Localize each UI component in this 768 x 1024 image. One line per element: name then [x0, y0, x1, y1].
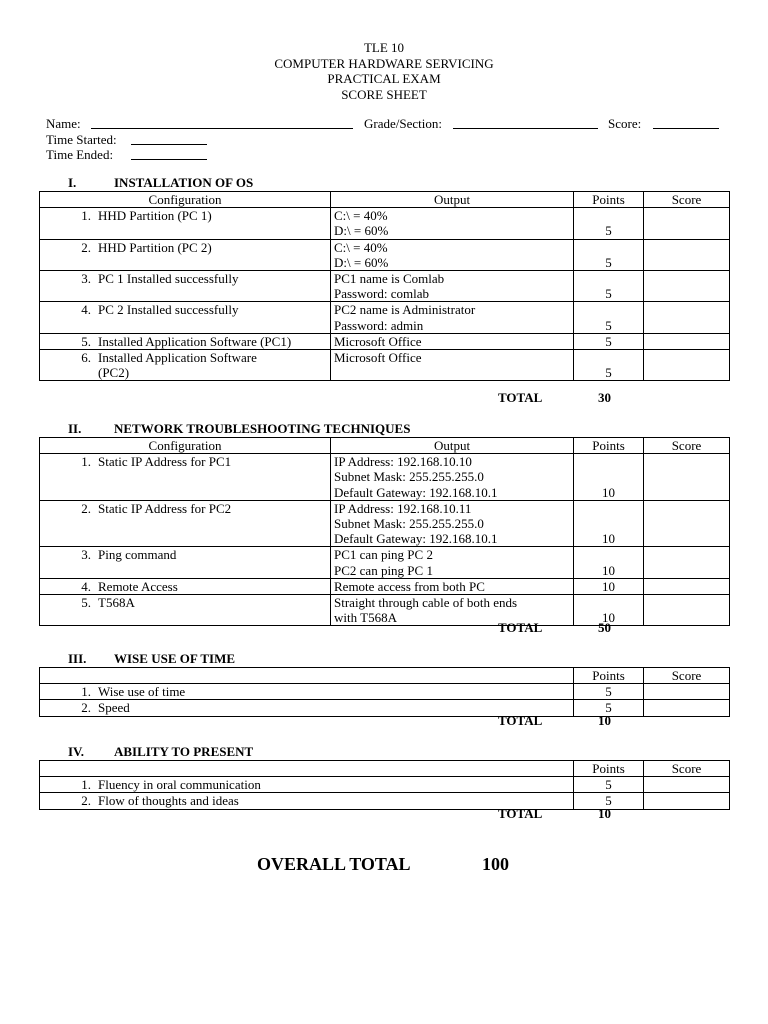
- item-text: PC 2 Installed successfully: [98, 302, 239, 318]
- table-row: [40, 500, 730, 547]
- table-row: [40, 578, 730, 594]
- output-cell: [331, 350, 574, 381]
- column-header: Points: [574, 761, 644, 777]
- configuration-cell: [40, 595, 331, 626]
- section-1-table: [39, 191, 730, 381]
- item-text: Static IP Address for PC1: [98, 454, 232, 470]
- column-header: Score: [644, 761, 730, 777]
- header-line-1: TLE 10: [363, 40, 405, 55]
- output-cell: [331, 333, 574, 349]
- output-text: Default Gateway: 192.168.10.1: [334, 484, 498, 500]
- score-field[interactable]: [653, 116, 719, 129]
- configuration-cell: [40, 239, 331, 270]
- time-ended-label: Time Ended:: [46, 147, 114, 162]
- item-text: (PC2): [98, 365, 130, 381]
- header-line-3: PRACTICAL EXAM: [327, 71, 441, 86]
- section-1-total: TOTAL 30: [498, 390, 611, 405]
- column-header: Output: [331, 192, 574, 208]
- table-row: [40, 333, 730, 349]
- output-cell: [331, 239, 574, 270]
- item-text: Installed Application Software (PC1): [98, 333, 292, 349]
- section-4-total: TOTAL 10: [498, 806, 611, 821]
- column-header: Configuration: [40, 192, 331, 208]
- item-text: Wise use of time: [98, 684, 186, 700]
- grade-section-label: Grade/Section:: [364, 116, 442, 131]
- header-line-2: COMPUTER HARDWARE SERVICING: [274, 55, 494, 71]
- time-started-label: Time Started:: [46, 131, 117, 147]
- configuration-cell: [40, 547, 331, 578]
- section-2-total-value: 50: [598, 620, 611, 635]
- item-number: 3.: [81, 547, 91, 563]
- table-header-row: [40, 668, 730, 684]
- name-field[interactable]: [91, 116, 353, 129]
- item-number: 5.: [81, 333, 91, 349]
- section-2-table: [39, 437, 730, 626]
- score-cell[interactable]: [644, 454, 730, 501]
- item-text: Static IP Address for PC2: [98, 500, 232, 516]
- column-header: Output: [331, 438, 574, 454]
- score-cell[interactable]: [644, 333, 730, 349]
- output-text: Default Gateway: 192.168.10.1: [334, 531, 498, 547]
- points-cell: 5: [574, 333, 644, 349]
- table-row: [40, 684, 730, 700]
- points-cell: 5: [574, 208, 644, 239]
- document-header: [0, 40, 768, 102]
- points-cell: 10: [574, 500, 644, 547]
- item-number: 2.: [81, 239, 91, 255]
- score-cell[interactable]: [644, 793, 730, 809]
- column-header: Score: [644, 192, 730, 208]
- section-4-title: IV. ABILITY TO PRESENT: [68, 744, 254, 759]
- score-cell[interactable]: [644, 595, 730, 626]
- table-header-row: [40, 761, 730, 777]
- score-cell[interactable]: [644, 700, 730, 716]
- overall-total: [257, 854, 509, 874]
- points-cell: 5: [574, 777, 644, 793]
- student-info: [46, 116, 736, 163]
- item-number: 2.: [81, 793, 91, 809]
- section-4-total-value: 10: [598, 806, 611, 821]
- section-1-total-value: 30: [598, 390, 611, 405]
- item-text: Ping command: [98, 547, 177, 563]
- score-cell[interactable]: [644, 271, 730, 302]
- info-row-2: [46, 132, 736, 148]
- configuration-cell: [40, 578, 331, 594]
- score-cell[interactable]: [644, 350, 730, 381]
- output-text: Subnet Mask: 255.255.255.0: [334, 516, 484, 532]
- table-row: [40, 350, 730, 381]
- overall-total-value: 100: [482, 854, 509, 874]
- grade-section-field[interactable]: [453, 116, 598, 129]
- table-row: [40, 239, 730, 270]
- output-text: Password: comlab: [334, 286, 429, 302]
- section-4-table: [39, 760, 730, 810]
- column-header: Points: [574, 438, 644, 454]
- configuration-cell: [40, 454, 331, 501]
- item-number: 2.: [81, 500, 91, 516]
- score-cell[interactable]: [644, 208, 730, 239]
- table-row: [40, 302, 730, 333]
- score-cell[interactable]: [644, 302, 730, 333]
- score-cell[interactable]: [644, 239, 730, 270]
- table-row: [40, 793, 730, 809]
- item-text: Speed: [98, 700, 130, 716]
- score-label: Score:: [608, 116, 642, 131]
- column-header: Score: [644, 438, 730, 454]
- section-2-title: II. NETWORK TROUBLESHOOTING TECHNIQUES: [68, 421, 411, 436]
- item-number: 5.: [81, 595, 91, 611]
- item-text: Remote Access: [98, 578, 178, 594]
- table-row: [40, 271, 730, 302]
- section-2-total: TOTAL 50: [498, 620, 611, 635]
- configuration-cell: [40, 777, 574, 793]
- item-text: PC 1 Installed successfully: [98, 271, 239, 287]
- item-text: T568A: [98, 595, 135, 611]
- column-header: [40, 761, 574, 777]
- info-row-1: [46, 116, 736, 132]
- output-text: IP Address: 192.168.10.10: [334, 454, 472, 470]
- points-cell: 5: [574, 302, 644, 333]
- output-cell: [331, 302, 574, 333]
- score-cell[interactable]: [644, 547, 730, 578]
- output-text: PC1 can ping PC 2: [334, 547, 433, 563]
- item-text: Fluency in oral communication: [98, 777, 261, 793]
- section-1-title: I. INSTALLATION OF OS: [68, 175, 254, 190]
- item-number: 1.: [81, 777, 91, 793]
- section-3-total-value: 10: [598, 713, 611, 728]
- configuration-cell: [40, 333, 331, 349]
- points-cell: 5: [574, 793, 644, 809]
- item-number: 6.: [81, 350, 91, 366]
- output-cell: [331, 578, 574, 594]
- table-row: [40, 454, 730, 501]
- item-text: Installed Application Software: [98, 350, 257, 366]
- table-row: [40, 700, 730, 716]
- output-cell: [331, 271, 574, 302]
- output-text: PC2 can ping PC 1: [334, 562, 433, 578]
- configuration-cell: [40, 350, 331, 381]
- item-text: HHD Partition (PC 1): [98, 208, 212, 224]
- column-header: Score: [644, 668, 730, 684]
- output-cell: [331, 454, 574, 501]
- output-text: Remote access from both PC: [334, 578, 485, 594]
- output-cell: [331, 208, 574, 239]
- score-cell[interactable]: [644, 578, 730, 594]
- column-header: Points: [574, 668, 644, 684]
- configuration-cell: [40, 208, 331, 239]
- output-text: PC2 name is Administrator: [334, 302, 476, 318]
- output-text: D:\ = 60%: [334, 254, 389, 270]
- table-header-row: [40, 438, 730, 454]
- configuration-cell: [40, 271, 331, 302]
- item-number: 4.: [81, 302, 91, 318]
- item-number: 3.: [81, 271, 91, 287]
- output-cell: [331, 547, 574, 578]
- points-cell: 5: [574, 271, 644, 302]
- info-row-3: [46, 147, 736, 163]
- configuration-cell: [40, 700, 574, 716]
- score-cell[interactable]: [644, 500, 730, 547]
- points-cell: 10: [574, 454, 644, 501]
- table-row: [40, 208, 730, 239]
- output-text: PC1 name is Comlab: [334, 271, 445, 287]
- output-text: D:\ = 60%: [334, 223, 389, 239]
- output-text: with T568A: [334, 610, 397, 626]
- configuration-cell: [40, 302, 331, 333]
- item-text: HHD Partition (PC 2): [98, 239, 212, 255]
- output-text: Password: admin: [334, 317, 424, 333]
- configuration-cell: [40, 684, 574, 700]
- name-label: Name:: [46, 116, 81, 131]
- score-cell[interactable]: [644, 777, 730, 793]
- section-3-title: III. WISE USE OF TIME: [68, 651, 236, 666]
- output-cell: [331, 500, 574, 547]
- overall-total-label: OVERALL TOTAL: [257, 854, 411, 874]
- section-3-total: TOTAL 10: [498, 713, 611, 728]
- output-text: Microsoft Office: [334, 350, 422, 366]
- points-cell: 10: [574, 595, 644, 626]
- time-ended-field[interactable]: [131, 147, 207, 160]
- column-header: [40, 668, 574, 684]
- item-number: 4.: [81, 578, 91, 594]
- table-row: [40, 547, 730, 578]
- score-cell[interactable]: [644, 684, 730, 700]
- item-text: Flow of thoughts and ideas: [98, 793, 239, 809]
- output-text: Subnet Mask: 255.255.255.0: [334, 469, 484, 485]
- column-header: Points: [574, 192, 644, 208]
- item-number: 1.: [81, 684, 91, 700]
- points-cell: 10: [574, 578, 644, 594]
- time-started-field[interactable]: [131, 132, 207, 145]
- configuration-cell: [40, 793, 574, 809]
- header-line-4: SCORE SHEET: [341, 86, 427, 102]
- output-text: Microsoft Office: [334, 333, 422, 349]
- section-3-table: [39, 667, 730, 717]
- item-number: 2.: [81, 700, 91, 716]
- table-row: [40, 777, 730, 793]
- output-text: C:\ = 40%: [334, 208, 388, 224]
- points-cell: 10: [574, 547, 644, 578]
- points-cell: 5: [574, 700, 644, 716]
- points-cell: 5: [574, 350, 644, 381]
- table-row: [40, 595, 730, 626]
- output-text: IP Address: 192.168.10.11: [334, 500, 472, 516]
- points-cell: 5: [574, 239, 644, 270]
- item-number: 1.: [81, 454, 91, 470]
- output-text: C:\ = 40%: [334, 239, 388, 255]
- points-cell: 5: [574, 684, 644, 700]
- item-number: 1.: [81, 208, 91, 224]
- configuration-cell: [40, 500, 331, 547]
- table-header-row: [40, 192, 730, 208]
- column-header: Configuration: [40, 438, 331, 454]
- output-text: Straight through cable of both ends: [334, 595, 518, 611]
